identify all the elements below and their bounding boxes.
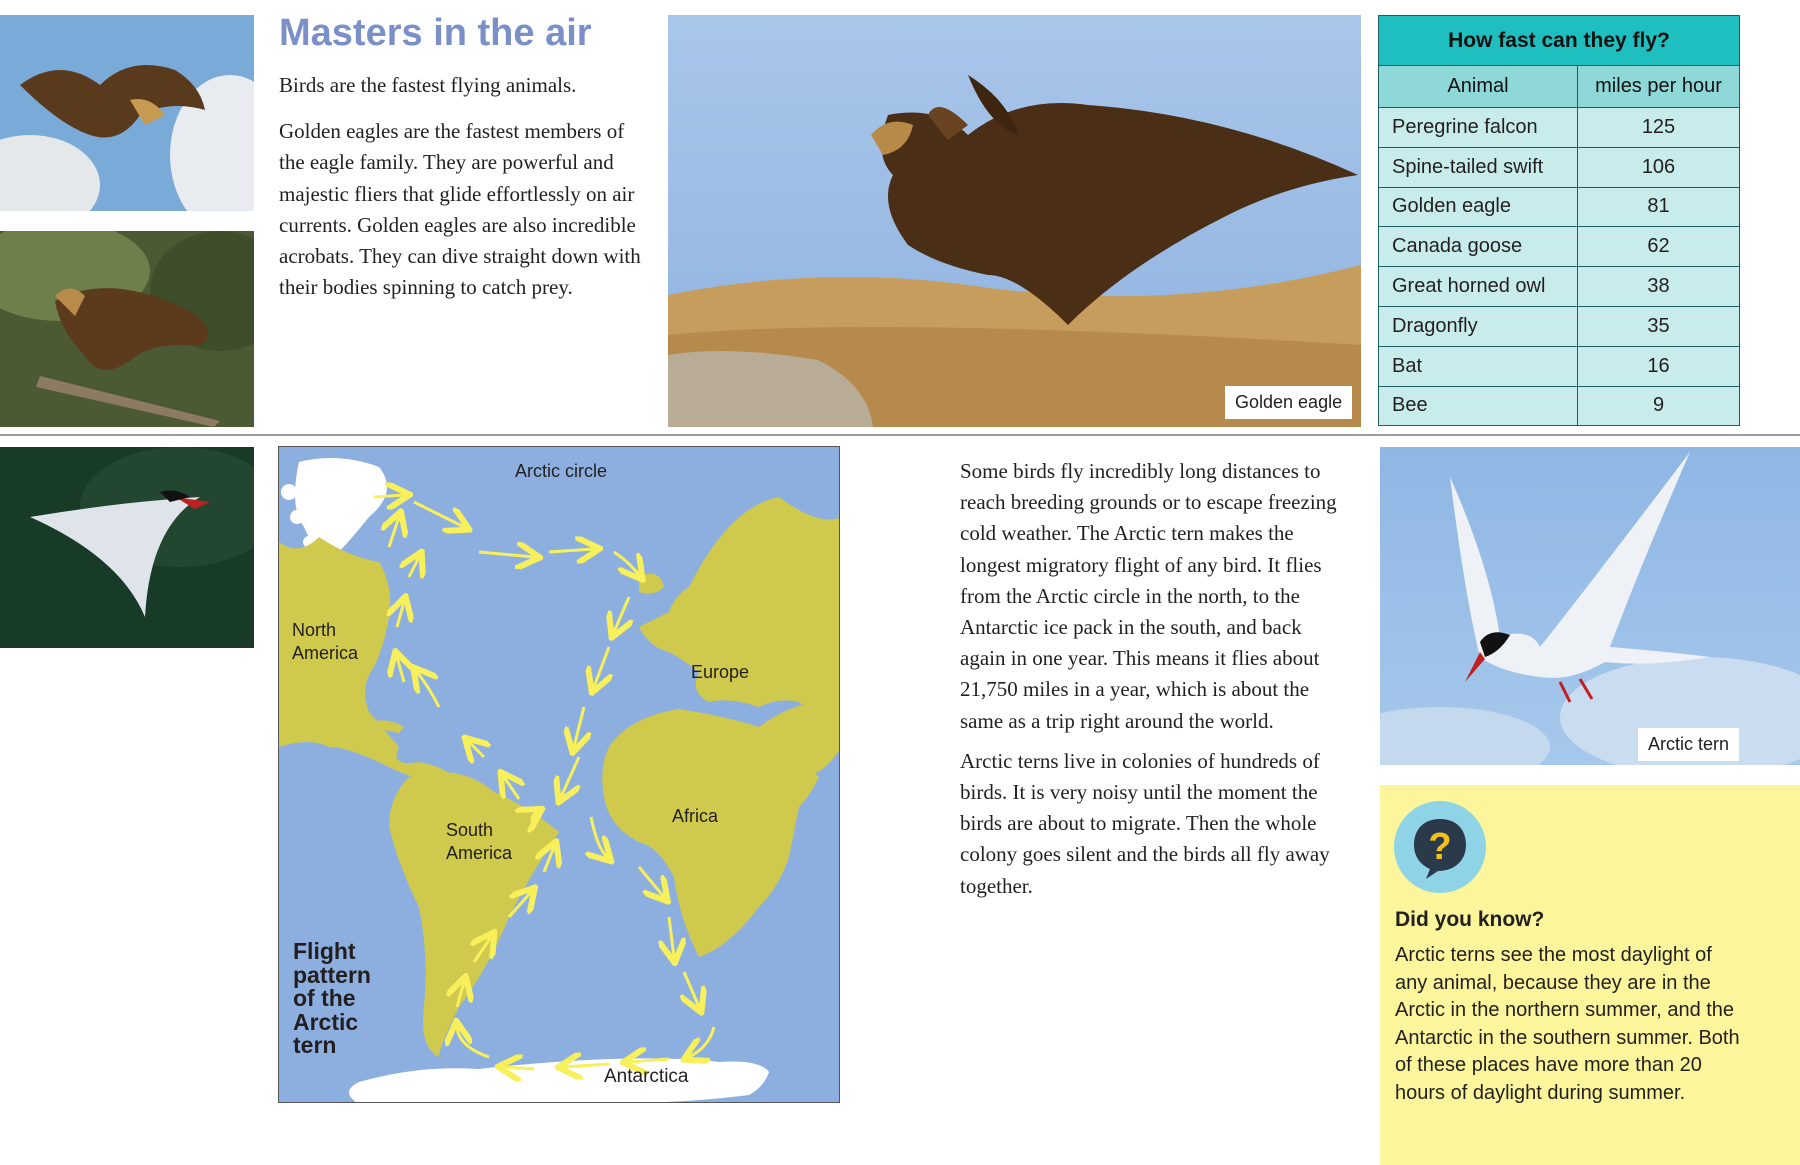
animal-cell: Spine-tailed swift <box>1379 147 1578 187</box>
speed-cell: 35 <box>1578 306 1740 346</box>
antarctica-shape <box>349 1058 769 1103</box>
eagle-perched-photo <box>0 231 254 427</box>
intro-text: Birds are the fastest flying animals. <box>279 73 577 97</box>
animal-cell: Dragonfly <box>1379 306 1578 346</box>
arctic-tern-photo <box>1380 447 1800 765</box>
arctic-tern-caption: Arctic tern <box>1638 728 1739 761</box>
label-europe: Europe <box>691 662 750 682</box>
did-you-know-body: Arctic terns see the most daylight of any animal, because they are in the Arctic in the northern summer, and the Antarctic in the southern summer. Both of these places have more than 20 hours of daylight during summer. <box>1395 944 1740 1104</box>
speed-cell: 38 <box>1578 267 1740 307</box>
golden-eagle-paragraph: Golden eagles are the fastest members of the eagle family. They are powerful and majestic fliers that glide effortlessly on air currents. Golden eagles are also incredible acrobats. They can dive straight down with their bodies spinning to catch prey. <box>279 119 641 300</box>
table-row <box>1379 108 1740 148</box>
speed-cell: 125 <box>1578 108 1740 148</box>
migration-paragraph-2: Arctic terns live in colonies of hundreds of birds. It is very noisy until the moment the birds are about to migrate. Then the whole colony goes silent and the birds all fly away together. <box>960 748 1330 898</box>
eagle-flying-photo <box>0 15 254 211</box>
migration-paragraph-1: Some birds fly incredibly long distances to reach breeding grounds or to escape freezing cold weather. The Arctic tern makes the longest migratory flight of any bird. It flies from the Arctic circle in the north, to the Antarctic ice pack in the south, and back again in one year. This means it flies about 21,750 miles in a year, which is about the same as a trip right around the world. <box>960 459 1337 733</box>
label-arctic-circle: Arctic circle <box>515 461 608 481</box>
table-row <box>1379 346 1740 386</box>
migration-map <box>278 446 840 1103</box>
column-header-speed: miles per hour <box>1578 66 1740 108</box>
label-north-america: North America <box>292 620 359 663</box>
migration-text <box>960 456 1350 902</box>
table-title: How fast can they fly? <box>1379 16 1740 66</box>
column-header-animal: Animal <box>1379 66 1578 108</box>
label-africa: Africa <box>672 806 719 826</box>
table-row <box>1379 386 1740 426</box>
speed-cell: 9 <box>1578 386 1740 426</box>
animal-cell: Canada goose <box>1379 227 1578 267</box>
page-title: Masters in the air <box>279 12 592 54</box>
table-row <box>1379 227 1740 267</box>
speed-cell: 62 <box>1578 227 1740 267</box>
animal-cell: Bee <box>1379 386 1578 426</box>
map-title: Flight pattern of the Arctic tern <box>293 938 371 1058</box>
animal-cell: Great horned owl <box>1379 267 1578 307</box>
question-icon <box>1394 801 1486 893</box>
animal-cell: Peregrine falcon <box>1379 108 1578 148</box>
speed-cell: 81 <box>1578 187 1740 227</box>
table-row <box>1379 147 1740 187</box>
animal-cell: Golden eagle <box>1379 187 1578 227</box>
did-you-know-title: Did you know? <box>1395 908 1545 931</box>
flight-speed-table <box>1378 15 1740 426</box>
label-south-america: South America <box>446 820 513 863</box>
speed-cell: 106 <box>1578 147 1740 187</box>
golden-eagle-photo <box>668 15 1361 427</box>
tern-flying-photo <box>0 447 254 648</box>
table-row <box>1379 267 1740 307</box>
svg-text:?: ? <box>1428 826 1452 868</box>
table-row <box>1379 306 1740 346</box>
golden-eagle-caption: Golden eagle <box>1225 386 1352 419</box>
animal-cell: Bat <box>1379 346 1578 386</box>
did-you-know-box <box>1380 785 1800 1165</box>
section-divider <box>0 434 1800 436</box>
label-antarctica: Antarctica <box>604 1066 689 1087</box>
speed-cell: 16 <box>1578 346 1740 386</box>
table-row <box>1379 187 1740 227</box>
